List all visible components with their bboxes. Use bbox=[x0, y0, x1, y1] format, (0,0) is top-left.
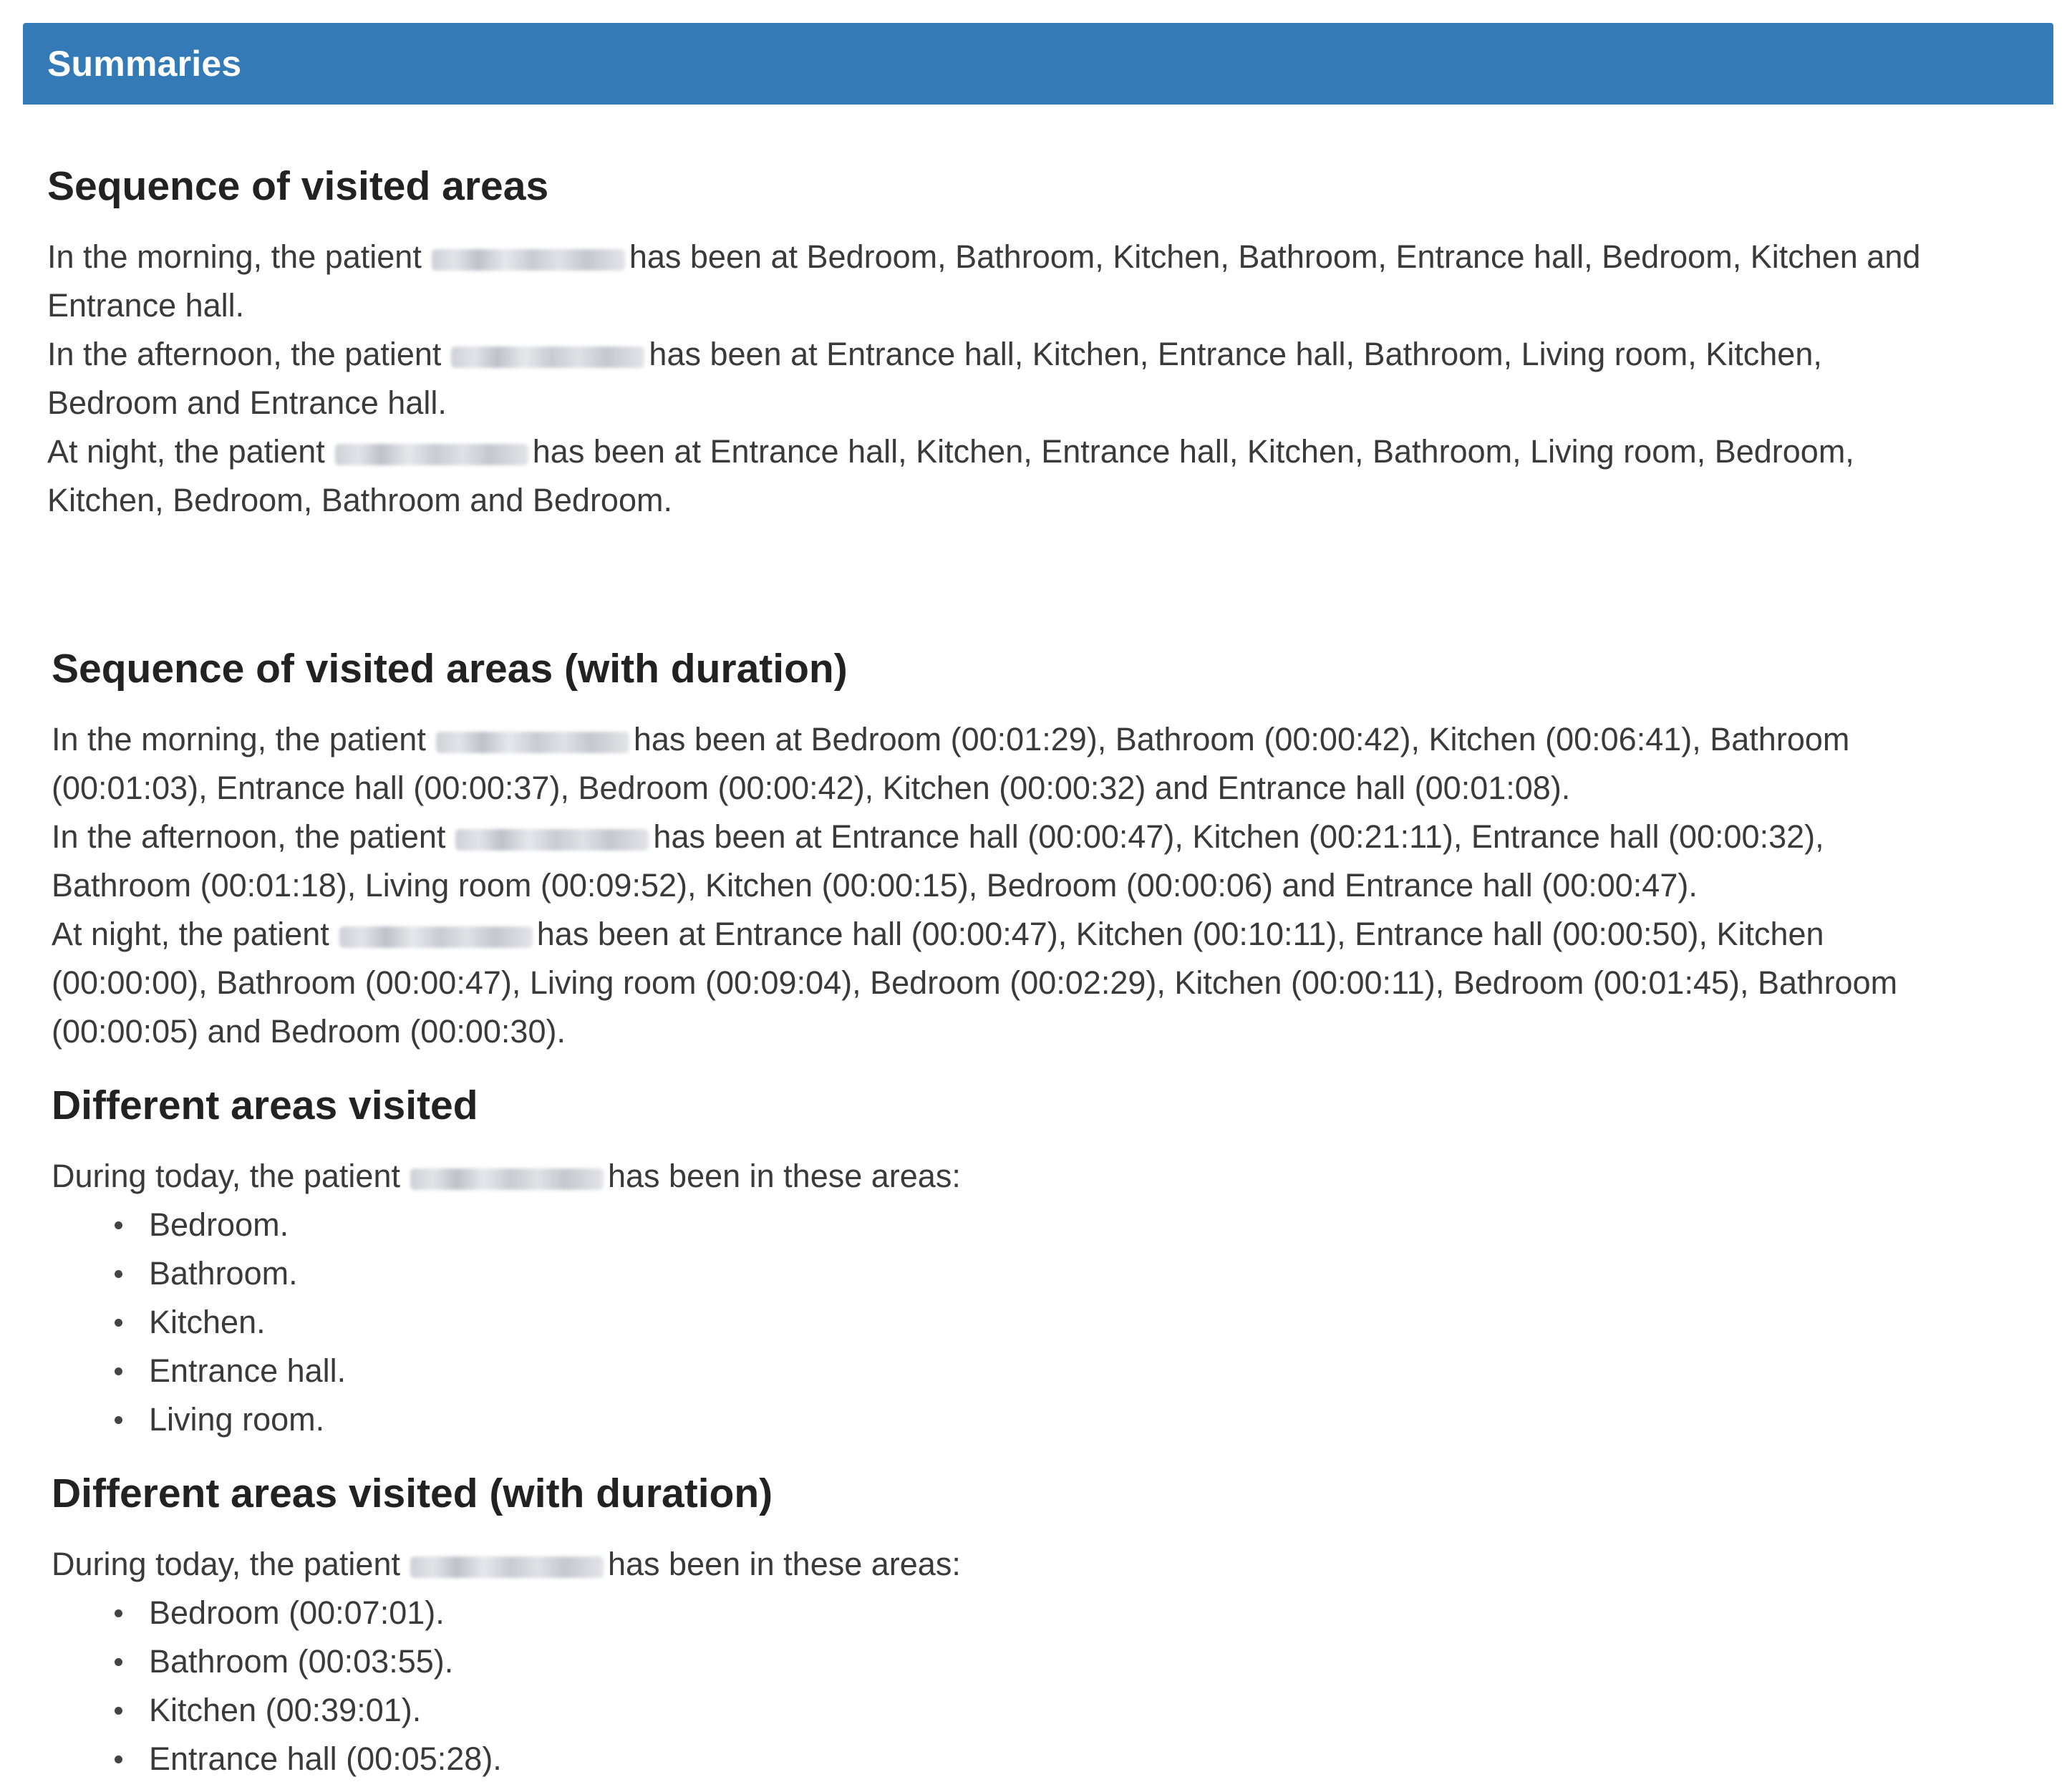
afternoon-suffix: has been at Entrance hall (00:00:47), Kitchen (00:21:11), Entrance hall (00:00:32), bbox=[653, 818, 1824, 855]
patient-name-redacted bbox=[410, 1556, 604, 1578]
patient-name-redacted bbox=[451, 347, 644, 368]
intro-suffix: has been in these areas: bbox=[607, 1158, 961, 1194]
afternoon-cont: Bedroom and Entrance hall. bbox=[47, 384, 447, 421]
night-line bbox=[47, 427, 2052, 476]
afternoon-prefix: In the afternoon, the patient bbox=[47, 336, 442, 372]
bullet-icon bbox=[115, 1707, 122, 1715]
list-item: Bathroom (00:03:55). bbox=[115, 1637, 2056, 1686]
morning-suffix: has been at Bedroom (00:01:29), Bathroom (00:00:42), Kitchen (00:06:41), Bathroom bbox=[633, 721, 1850, 757]
list-item: Bedroom (00:07:01). bbox=[115, 1589, 2056, 1637]
section-title: Sequence of visited areas bbox=[47, 163, 549, 209]
section-title: Different areas visited (with duration) bbox=[52, 1471, 773, 1516]
night-cont: Kitchen, Bedroom, Bathroom and Bedroom. bbox=[47, 482, 672, 518]
list-item: Bedroom. bbox=[115, 1201, 2056, 1249]
night-prefix: At night, the patient bbox=[47, 433, 325, 470]
sequence-paragraphs bbox=[47, 233, 2052, 525]
night-line bbox=[52, 910, 2056, 959]
list-item: Kitchen (00:39:01). bbox=[115, 1686, 2056, 1735]
afternoon-cont: Bathroom (00:01:18), Living room (00:09:52), Kitchen (00:00:15), Bedroom (00:00:06) and Entrance hall (00:00:47). bbox=[52, 867, 1698, 904]
section-sequence-areas bbox=[47, 163, 2052, 525]
bullet-icon bbox=[115, 1319, 122, 1327]
afternoon-suffix: has been at Entrance hall, Kitchen, Entrance hall, Bathroom, Living room, Kitchen, bbox=[649, 336, 1822, 372]
list-item: Living room. bbox=[115, 1395, 2056, 1444]
different-areas-list bbox=[52, 1201, 2056, 1444]
night-suffix: has been at Entrance hall (00:00:47), Kitchen (00:10:11), Entrance hall (00:00:50), Kitchen bbox=[536, 916, 1824, 952]
patient-name-redacted bbox=[455, 829, 649, 851]
morning-line bbox=[47, 233, 2052, 281]
bullet-icon bbox=[115, 1416, 122, 1424]
bullet-icon bbox=[115, 1367, 122, 1375]
list-item: Entrance hall. bbox=[115, 1347, 2056, 1395]
morning-suffix: has been at Bedroom, Bathroom, Kitchen, Bathroom, Entrance hall, Bedroom, Kitchen and bbox=[629, 238, 1921, 275]
bullet-icon bbox=[115, 1270, 122, 1278]
afternoon-line bbox=[47, 330, 2052, 379]
patient-name-redacted bbox=[335, 444, 528, 465]
morning-cont: Entrance hall. bbox=[47, 287, 245, 324]
night-cont-2: (00:00:05) and Bedroom (00:00:30). bbox=[52, 1013, 566, 1050]
intro-prefix: During today, the patient bbox=[52, 1158, 400, 1194]
list-item: Kitchen. bbox=[115, 1298, 2056, 1347]
intro-prefix: During today, the patient bbox=[52, 1546, 400, 1582]
patient-name-redacted bbox=[410, 1168, 604, 1190]
intro-suffix: has been in these areas: bbox=[607, 1546, 961, 1582]
night-prefix: At night, the patient bbox=[52, 916, 329, 952]
patient-name-redacted bbox=[432, 249, 625, 271]
different-areas-duration-list bbox=[52, 1589, 2056, 1783]
section-different-areas-duration bbox=[52, 1473, 2056, 1783]
bullet-icon bbox=[115, 1755, 122, 1763]
patient-name-redacted bbox=[339, 926, 533, 948]
different-areas-intro bbox=[52, 1152, 2056, 1201]
bullet-icon bbox=[115, 1221, 122, 1229]
night-suffix: has been at Entrance hall, Kitchen, Entrance hall, Kitchen, Bathroom, Living room, Bedroom, bbox=[532, 433, 1854, 470]
summaries-header bbox=[23, 23, 2053, 105]
bullet-icon bbox=[115, 1658, 122, 1666]
summaries-title: Summaries bbox=[47, 44, 242, 84]
section-title: Sequence of visited areas (with duration) bbox=[52, 646, 848, 692]
morning-prefix: In the morning, the patient bbox=[47, 238, 422, 275]
section-title: Different areas visited bbox=[52, 1083, 478, 1128]
night-cont: (00:00:00), Bathroom (00:00:47), Living room (00:09:04), Bedroom (00:02:29), Kitchen (00:00:11), Bedroom (00:01:45), Bathroom bbox=[52, 964, 1898, 1001]
sequence-duration-paragraphs bbox=[52, 715, 2056, 1056]
different-areas-duration-intro bbox=[52, 1540, 2056, 1589]
morning-line bbox=[52, 715, 2056, 764]
section-sequence-areas-duration bbox=[52, 646, 2056, 1056]
afternoon-prefix: In the afternoon, the patient bbox=[52, 818, 446, 855]
morning-prefix: In the morning, the patient bbox=[52, 721, 426, 757]
morning-cont: (00:01:03), Entrance hall (00:00:37), Bedroom (00:00:42), Kitchen (00:00:32) and Entrance hall (00:01:08). bbox=[52, 770, 1571, 806]
bullet-icon bbox=[115, 1609, 122, 1617]
afternoon-line bbox=[52, 813, 2056, 861]
list-item: Entrance hall (00:05:28). bbox=[115, 1735, 2056, 1783]
patient-name-redacted bbox=[436, 732, 629, 753]
list-item: Bathroom. bbox=[115, 1249, 2056, 1298]
section-different-areas bbox=[52, 1085, 2056, 1444]
